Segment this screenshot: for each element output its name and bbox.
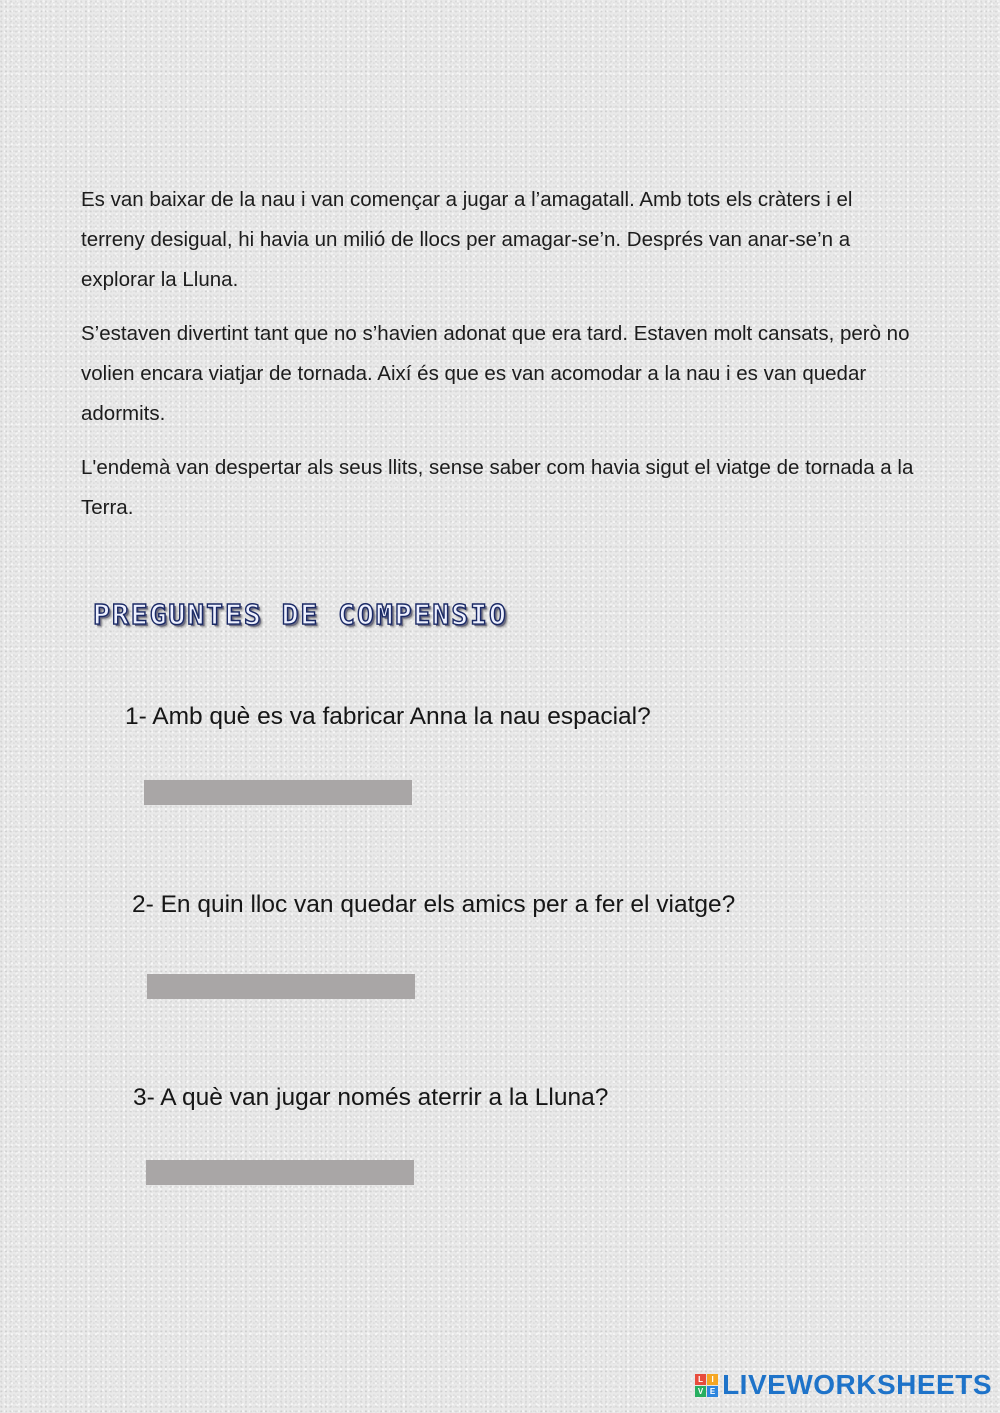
answer-1-input[interactable] [144, 780, 412, 805]
logo-letter: I [707, 1374, 718, 1385]
story-paragraph: L'endemà van despertar als seus llits, sense saber com havia sigut el viatge de tornada a la Terra. [81, 456, 914, 519]
liveworksheets-icon [695, 1374, 718, 1397]
question-2: 2- En quin lloc van quedar els amics per a fer el viatge? [132, 891, 736, 918]
logo-letter: L [695, 1374, 706, 1385]
story-paragraph: Es van baixar de la nau i van començar a jugar a l’amagatall. Amb tots els cràters i el terreny desigual, hi havia un milió de llocs per amagar-se’n. Després van anar-se’n a explorar la Lluna. [81, 188, 853, 291]
liveworksheets-wordmark: LIVEWORKSHEETS [722, 1369, 992, 1400]
story-paragraph: S’estaven divertint tant que no s’havien adonat que era tard. Estaven molt cansats, però no volien encara viatjar de tornada. Així és que es van acomodar a la nau i es van quedar adormits. [81, 322, 910, 425]
story-text [81, 180, 921, 542]
section-title: PREGUNTES DE COMPENSIO [93, 598, 508, 631]
logo-letter: V [695, 1386, 706, 1397]
question-1: 1- Amb què es va fabricar Anna la nau espacial? [125, 703, 651, 730]
answer-3-input[interactable] [146, 1160, 414, 1185]
question-3: 3- A què van jugar només aterrir a la Lluna? [133, 1084, 609, 1111]
logo-letter: E [707, 1386, 718, 1397]
answer-2-input[interactable] [147, 974, 415, 999]
liveworksheets-logo[interactable] [695, 1369, 992, 1401]
